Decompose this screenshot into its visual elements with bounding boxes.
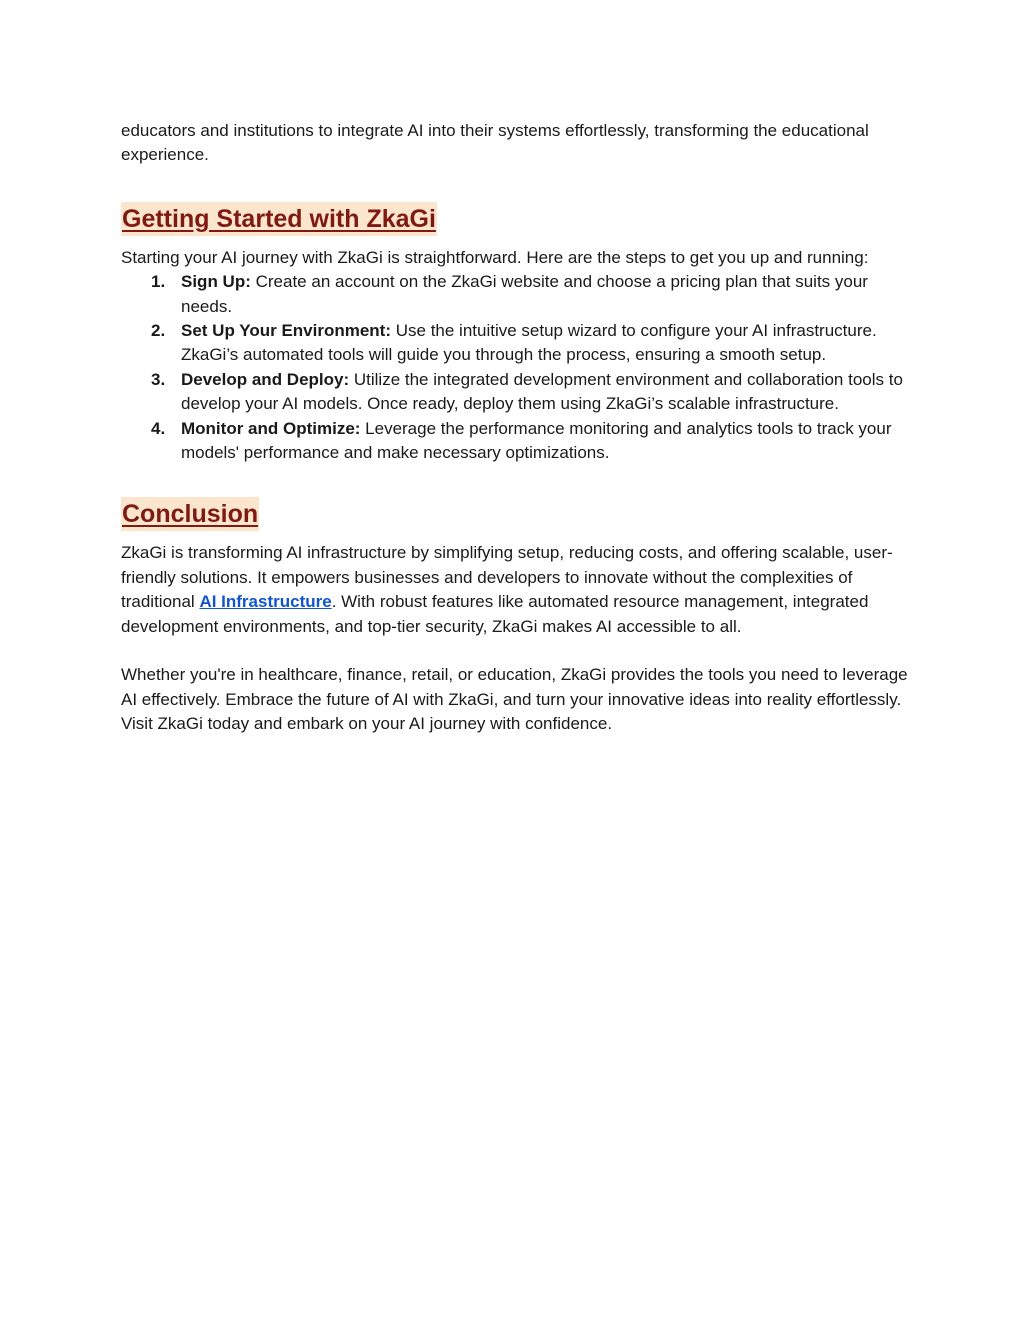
conclusion-paragraph-2: Whether you're in healthcare, finance, retail, or education, ZkaGi provides the tools you need to leverage AI effectively. Embrace the future of AI with ZkaGi, and turn your innovative ideas into reality effortlessly. Visit ZkaGi today and embark on your AI journey with confidence.	[121, 665, 908, 734]
conclusion-text-before-link: ZkaGi is transforming AI infrastructure by simplifying setup, reducing costs, and offering scalable, user-friendly solutions. It empowers businesses and developers to innovate without the complexities of traditional	[121, 543, 893, 612]
list-item	[151, 270, 911, 319]
steps-list	[121, 270, 911, 465]
step-text: Leverage the performance monitoring and analytics tools to track your models' performance and make necessary optimizations.	[181, 418, 892, 463]
step-title: Develop and Deploy:	[181, 369, 350, 389]
step-number: 4.	[151, 418, 166, 438]
step-text: Utilize the integrated development environment and collaboration tools to develop your AI models. Once ready, deploy them using ZkaGi’s scalable infrastructure.	[181, 369, 903, 414]
list-item	[151, 319, 911, 368]
ai-infrastructure-link[interactable]: AI Infrastructure	[199, 592, 332, 612]
list-item	[151, 417, 911, 466]
document-content	[121, 119, 911, 737]
step-text: Create an account on the ZkaGi website and choose a pricing plan that suits your needs.	[181, 272, 868, 316]
list-item	[151, 368, 911, 417]
step-number: 2.	[151, 321, 166, 341]
step-title: Monitor and Optimize:	[181, 418, 361, 438]
conclusion-text-after-link: . With robust features like automated resource management, integrated development environments, and top-tier security, ZkaGi makes AI accessible to all.	[121, 592, 869, 636]
intro-paragraph: educators and institutions to integrate AI into their systems effortlessly, transforming the educational experience.	[121, 121, 869, 165]
step-number: 1.	[151, 272, 166, 292]
getting-started-lead: Starting your AI journey with ZkaGi is straightforward. Here are the steps to get you up and running:	[121, 247, 869, 267]
step-number: 3.	[151, 369, 166, 389]
step-text: Use the intuitive setup wizard to configure your AI infrastructure. ZkaGi’s automated tools will guide you through the process, ensuring a smooth setup.	[181, 321, 877, 365]
paragraph-spacer	[121, 639, 911, 663]
conclusion-heading: Conclusion	[121, 497, 259, 531]
conclusion-paragraph-1	[121, 541, 911, 639]
step-title: Set Up Your Environment:	[181, 321, 392, 341]
conclusion-section	[121, 497, 911, 541]
step-title: Sign Up:	[181, 272, 251, 292]
getting-started-heading: Getting Started with ZkaGi	[121, 202, 437, 236]
getting-started-section	[121, 202, 911, 246]
